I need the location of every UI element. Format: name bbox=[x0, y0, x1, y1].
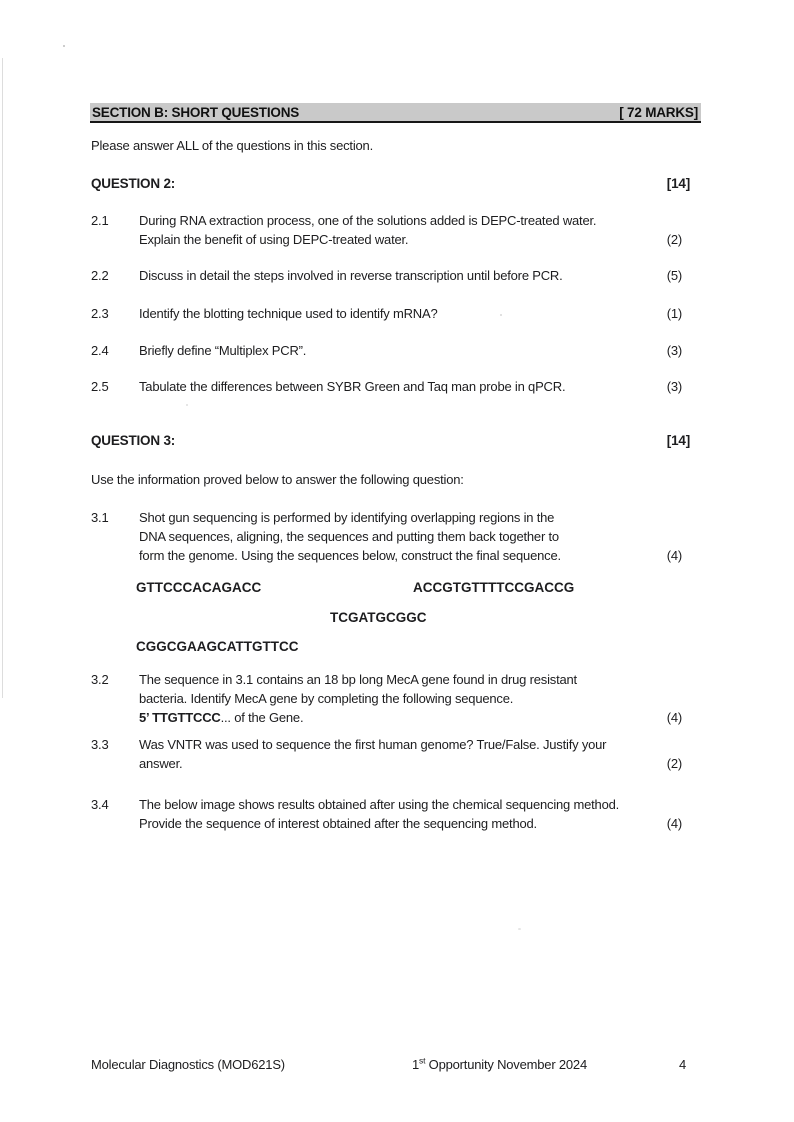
item-number: 3.2 bbox=[91, 672, 109, 687]
question-item-3-1 bbox=[91, 509, 688, 565]
question-item-3-3 bbox=[91, 736, 688, 774]
item-line: answer. bbox=[139, 755, 183, 771]
question3-heading bbox=[91, 433, 690, 448]
footer-exam-session bbox=[412, 1057, 587, 1072]
item-line: Identify the blotting technique used to identify mRNA? bbox=[139, 306, 438, 321]
item-text bbox=[139, 378, 688, 397]
question-item-2-2 bbox=[91, 267, 688, 286]
question3-total-marks: [14] bbox=[666, 433, 690, 448]
item-number: 3.4 bbox=[91, 797, 109, 812]
item-marks: (3) bbox=[666, 343, 682, 358]
item-line: Explain the benefit of using DEPC-treated water. bbox=[139, 231, 409, 247]
item-text bbox=[139, 796, 688, 834]
question-item-3-4 bbox=[91, 796, 688, 834]
item-text bbox=[139, 305, 688, 324]
footer-session-text: Opportunity November 2024 bbox=[425, 1057, 587, 1072]
item-marks: (1) bbox=[666, 306, 682, 321]
scan-speck bbox=[186, 404, 188, 406]
item-text bbox=[139, 671, 688, 727]
item-text bbox=[139, 509, 688, 565]
item-number: 2.3 bbox=[91, 306, 109, 321]
dna-sequence-4: CGGCGAAGCATTGTTCC bbox=[136, 639, 299, 654]
footer-page-number: 4 bbox=[678, 1057, 686, 1072]
question-item-2-4 bbox=[91, 342, 688, 361]
question3-title: QUESTION 3: bbox=[91, 433, 176, 448]
item-line: Shot gun sequencing is performed by identifying overlapping regions in the bbox=[139, 510, 555, 525]
item-line: Briefly define “Multiplex PCR”. bbox=[139, 343, 307, 358]
item-marks: (4) bbox=[666, 709, 682, 725]
item-line: Was VNTR was used to sequence the first human genome? True/False. Justify your bbox=[139, 737, 607, 752]
question-item-2-3 bbox=[91, 305, 688, 324]
sequence-prompt: 5’ TTGTTCCC bbox=[139, 709, 221, 725]
question-item-2-5 bbox=[91, 378, 688, 397]
scan-speck bbox=[518, 928, 521, 930]
item-number: 2.2 bbox=[91, 268, 109, 283]
item-marks: (2) bbox=[666, 231, 682, 247]
item-line: Discuss in detail the steps involved in reverse transcription until before PCR. bbox=[139, 268, 563, 283]
question2-total-marks: [14] bbox=[666, 176, 690, 191]
item-line: The sequence in 3.1 contains an 18 bp long MecA gene found in drug resistant bbox=[139, 672, 577, 687]
question2-title: QUESTION 2: bbox=[91, 176, 176, 191]
footer-course: Molecular Diagnostics (MOD621S) bbox=[91, 1057, 285, 1072]
item-text bbox=[139, 736, 688, 774]
item-marks: (4) bbox=[666, 815, 682, 831]
item-line: form the genome. Using the sequences below, construct the final sequence. bbox=[139, 547, 561, 563]
item-number: 3.1 bbox=[91, 510, 109, 525]
dna-sequence-3: TCGATGCGGC bbox=[330, 610, 427, 625]
item-marks: (2) bbox=[666, 755, 682, 771]
item-number: 2.5 bbox=[91, 379, 109, 394]
item-number: 2.4 bbox=[91, 343, 109, 358]
item-line: DNA sequences, aligning, the sequences and putting them back together to bbox=[139, 528, 559, 544]
section-header-bar bbox=[90, 103, 701, 123]
section-marks: [ 72 MARKS] bbox=[619, 105, 698, 120]
item-marks: (3) bbox=[666, 379, 682, 394]
scan-speck bbox=[63, 45, 65, 47]
dna-sequence-1: GTTCCCACAGACC bbox=[136, 580, 262, 595]
item-line: Tabulate the differences between SYBR Green and Taq man probe in qPCR. bbox=[139, 379, 566, 394]
item-number: 2.1 bbox=[91, 213, 109, 228]
item-marks: (5) bbox=[666, 268, 682, 283]
question-item-3-2 bbox=[91, 671, 688, 727]
item-text bbox=[139, 342, 688, 361]
question2-heading bbox=[91, 176, 690, 191]
item-line: During RNA extraction process, one of the solutions added is DEPC-treated water. bbox=[139, 213, 597, 228]
footer-ordinal-suffix: st bbox=[419, 1055, 426, 1066]
item-line: bacteria. Identify MecA gene by completing the following sequence. bbox=[139, 690, 514, 706]
dna-sequence-2: ACCGTGTTTTCCGACCG bbox=[413, 580, 575, 595]
item-line-rest: ... of the Gene. bbox=[220, 709, 304, 725]
scan-artifact-line bbox=[2, 58, 3, 698]
item-marks: (4) bbox=[666, 547, 682, 563]
question3-intro: Use the information proved below to answer the following question: bbox=[91, 472, 464, 487]
item-text bbox=[139, 212, 688, 250]
section-intro: Please answer ALL of the questions in this section. bbox=[91, 138, 373, 153]
footer-ordinal: 1 bbox=[412, 1057, 420, 1072]
item-line: The below image shows results obtained after using the chemical sequencing method. bbox=[139, 797, 620, 812]
item-text bbox=[139, 267, 688, 286]
page-footer bbox=[91, 1057, 690, 1072]
item-line bbox=[139, 709, 688, 728]
item-line: Provide the sequence of interest obtained after the sequencing method. bbox=[139, 815, 537, 831]
question-item-2-1 bbox=[91, 212, 688, 250]
section-title: SECTION B: SHORT QUESTIONS bbox=[92, 105, 300, 120]
item-number: 3.3 bbox=[91, 737, 109, 752]
